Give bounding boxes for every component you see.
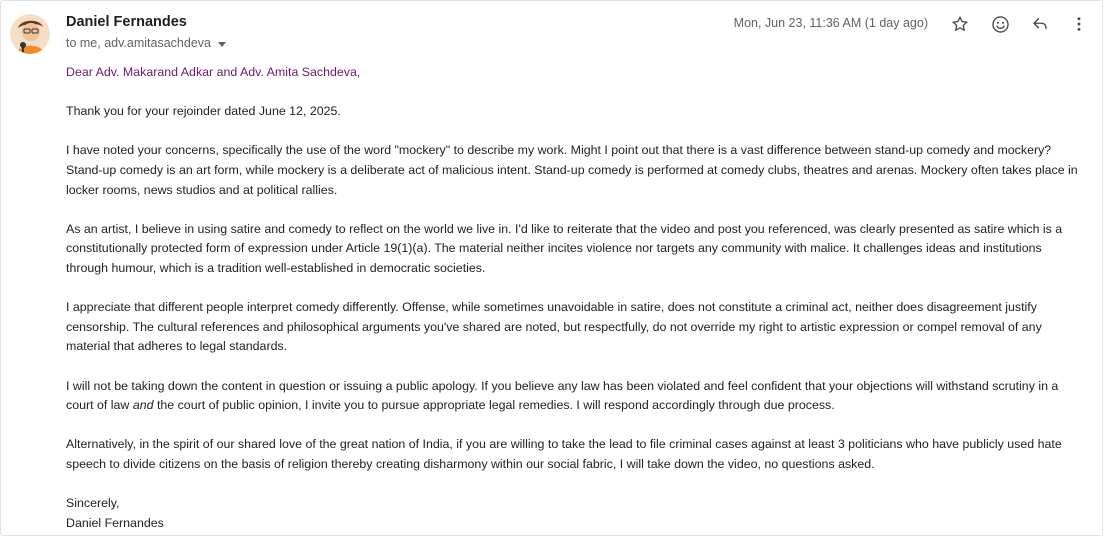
body-paragraph-1: Thank you for your rejoinder dated June 12, 2025. [66,104,341,119]
closing: Sincerely, [66,496,120,511]
paragraph-5-part-1: I will not be taking down the content in question or issuing a public apology. If you believe any law has been violated and feel confident that your objections will withstand scrutiny in a court of law [66,378,1059,413]
more-vert-icon[interactable] [1068,13,1090,35]
reply-icon[interactable] [1029,13,1051,35]
body-paragraph-4: I appreciate that different people interpret comedy differently. Offense, while sometimes unavoidable in satire, does not constitute a criminal act, neither does disagreement justify censorship. The cultural references and philosophical arguments you've shared are noted, but respectfully, do not override my right to artistic expression or compel removal of any material that adheres to legal standards. [66,300,1042,354]
recipients-line[interactable] [66,36,226,50]
timestamp: Mon, Jun 23, 11:36 AM (1 day ago) [733,16,928,30]
signature: Daniel Fernandes [66,515,164,530]
avatar[interactable] [10,14,50,54]
body-paragraph-3: As an artist, I believe in using satire and comedy to reflect on the world we live in. I'd like to reiterate that the video and post you referenced, was clearly presented as satire which is a constitutionally protected form of expression under Article 19(1)(a). The material neither incites violence nor targets any community with malice. It challenges ideas and institutions through humour, which is a tradition well-established in democratic societies. [66,221,1063,275]
sender-name[interactable]: Daniel Fernandes [66,14,187,30]
email-body [66,63,1086,533]
avatar-image [10,14,50,54]
body-paragraph-6: Alternatively, in the spirit of our shared love of the great nation of India, if you are willing to take the lead to file criminal cases against at least 3 politicians who have publicly used hate speech to divide citizens on the basis of religion thereby creating disharmony within our social fabric, I will take down the video, no questions asked. [66,437,1062,471]
body-paragraph-5 [66,377,1086,416]
body-paragraph-2: I have noted your concerns, specifically the use of the word "mockery" to describe my work. Might I point out that there is a vast difference between stand-up comedy and mockery? Stand-up comedy is an art form, while mockery is a deliberate act of malicious intent. Stand-up comedy is performed at comedy clubs, theatres and arenas. Mockery often takes place in locker rooms, news studios and at political rallies. [66,143,1078,197]
chevron-down-icon[interactable] [218,42,226,47]
star-icon[interactable] [949,13,971,35]
paragraph-5-emphasis: and [132,398,154,413]
greeting: Dear Adv. Makarand Adkar and Adv. Amita Sachdeva, [66,65,361,79]
emoji-icon[interactable] [989,13,1011,35]
paragraph-5-part-2: the court of public opinion, I invite you to pursue appropriate legal remedies. I will respond accordingly through due process. [153,398,835,413]
recipients-text: to me, adv.amitasachdeva [66,36,211,50]
